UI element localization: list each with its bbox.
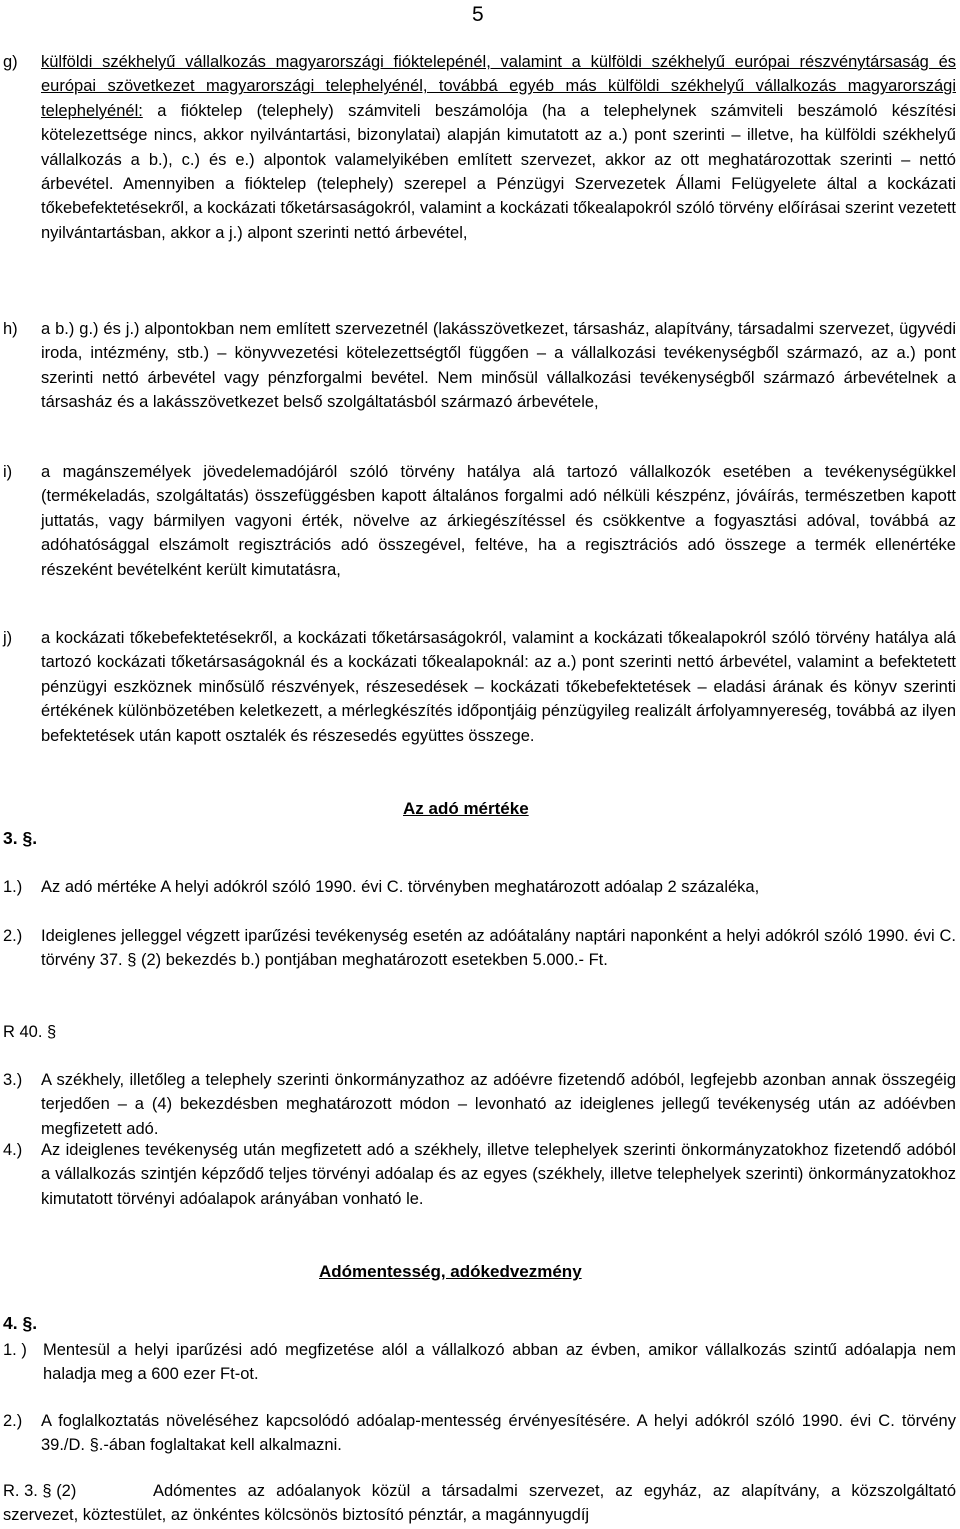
point-text: Ideiglenes jelleggel végzett iparűzési tevékenység esetén az adóátalány naptári naponként a helyi adókról szóló 1990. évi C. törvény 37. § (2) bekezdés b.) pontjában meghatározott esetekben 5.000.- Ft. bbox=[41, 927, 956, 970]
point-3-3 bbox=[3, 1068, 956, 1141]
point-marker: 4.) bbox=[3, 1141, 23, 1159]
point-4-2 bbox=[3, 1409, 956, 1458]
reference-label: R 40. § bbox=[3, 1023, 57, 1041]
list-item-text: a b.) g.) és j.) alpontokban nem említett szervezetnél (lakásszövetkezet, társasház, alapítvány, társadalmi szervezet, ügyvédi iroda, intézmény, stb.) – könyvvezetési kötelezettségtől függően – a vállalkozási tevékenységből származó, az a.) pont szerinti nettó árbevétel vagy pénzforgalmi bevétel. Nem minősül vállalkozási tevékenységből származó árbevételnek a társasház és a lakásszövetkezet belső szolgáltatásból származó árbevétele, bbox=[41, 320, 956, 412]
point-3-2 bbox=[3, 924, 956, 973]
point-marker: 3.) bbox=[3, 1071, 23, 1089]
point-text: Az ideiglenes tevékenység után megfizetett adó a székhely, illetve telephelyek szerinti önkormányzatokhoz fizetendő adóból a vállalkozás szintjén képződő teljes törvényi adóalap és az egyes (székhely, illetve telephelyek szerinti) önkormányzatokhoz kimutatott törvényi adóalapok arányában vonható le. bbox=[41, 1141, 956, 1208]
list-item-text bbox=[41, 50, 956, 245]
section-heading-exemption: Adómentesség, adókedvezmény bbox=[319, 1262, 582, 1281]
point-marker: 2.) bbox=[3, 927, 23, 945]
point-marker: 2.) bbox=[3, 1412, 23, 1430]
list-item-g bbox=[3, 50, 956, 245]
regulation-text: Adómentes az adóalanyok közül a társadalmi szervezet, az egyház, az alapítvány, a közszolgáltató szervezet, köztestület, az önkéntes kölcsönös biztosító pénztár, a magánnyugdíj bbox=[3, 1482, 956, 1525]
list-marker: j) bbox=[3, 629, 13, 647]
item-body: a fióktelep (telephely) számviteli beszámolója (ha a telephelynek számviteli beszámoló készítési kötelezettsége nincs, akkor nyilvántartási, bizonylatai) alapján kimutatott az a.) pont szerinti – illetve, ha külföldi székhelyű vállalkozás a b.), c.) és e.) alpontok valamelyikében említett szervezet, akkor az ott meghatározottak szerinti – nettó árbevétel. Amennyiben a fióktelep (telephely) szerepel a Pénzügyi Szervezetek Állami Felügyelete által a kockázati tőkebefektetésekről, a kockázati tőketársaságokról, valamint a kockázati tőkealapokról szóló törvény előírásai szerint vezetett nyilvántartásban, akkor a j.) alpont szerinti nettó árbevétel, bbox=[41, 101, 956, 242]
point-3-4 bbox=[3, 1138, 956, 1211]
section-number-4: 4. §. bbox=[3, 1313, 38, 1333]
list-item-j bbox=[3, 626, 956, 748]
point-4-1 bbox=[3, 1338, 956, 1387]
list-marker: h) bbox=[3, 320, 18, 338]
point-marker: 1.) bbox=[3, 878, 23, 896]
section-heading-tax-rate: Az adó mértéke bbox=[403, 799, 529, 818]
section-number-3: 3. §. bbox=[3, 828, 38, 848]
list-marker: i) bbox=[3, 463, 13, 481]
list-item-h bbox=[3, 317, 956, 415]
regulation-paragraph bbox=[3, 1479, 956, 1528]
point-marker: 1. ) bbox=[3, 1341, 27, 1359]
underlined-lead: külföldi székhelyű vállalkozás magyarországi fióktelepénél, valamint a külföldi székhelyű európai részvénytársaság és európai szövetkezet magyarországi telephelyénél, továbbá egyéb más külföldi székhelyű vállalkozás magyarországi telephelyénél: bbox=[41, 53, 956, 120]
list-item-i bbox=[3, 460, 956, 582]
point-3-1 bbox=[3, 875, 956, 899]
list-item-text: a kockázati tőkebefektetésekről, a kockázati tőketársaságokról, valamint a kockázati tőkealapokról szóló törvény hatálya alá tartozó kockázati tőketársaságoknál és a kockázati tőkealapoknál: az a.) pont szerinti nettó árbevétel, valamint a befektetett pénzügyi eszköznek minősülő részvények, részesedések – kockázati tőkebefektetések – eladási árának és könyv szerinti értékének különbözetében keletkezett, a mérlegkészítés időpontjáig pénzügyileg realizált árfolyamnyereség, továbbá az ilyen befektetések után kapott osztalék és részesedés együttes összege. bbox=[41, 629, 956, 745]
point-text: Az adó mértéke A helyi adókról szóló 1990. évi C. törvényben meghatározott adóalap 2 százaléka, bbox=[41, 878, 760, 896]
list-marker: g) bbox=[3, 53, 18, 71]
regulation-label: R. 3. § (2) bbox=[3, 1482, 77, 1500]
page-number: 5 bbox=[472, 3, 484, 26]
point-text: A foglalkoztatás növeléséhez kapcsolódó adóalap-mentesség érvényesítésére. A helyi adókról szóló 1990. évi C. törvény 39./D. §.-ában foglaltakat kell alkalmazni. bbox=[41, 1412, 956, 1455]
list-item-text: a magánszemélyek jövedelemadójáról szóló törvény hatálya alá tartozó vállalkozók esetében a tevékenységükkel (termékeladás, szolgáltatás) összefüggésben kapott általános forgalmi adó nélküli készpénz, jóváírás, természetben kapott juttatás, vagy bármilyen vagyoni érték, növelve az árkiegészítéssel és csökkentve a fogyasztási adóval, továbbá az adóhatósággal elszámolt regisztrációs adó összegével, feltéve, ha a regisztrációs adó összege a termék ellenértéke részeként bevételként került kimutatásra, bbox=[41, 463, 956, 579]
point-text: A székhely, illetőleg a telephely szerinti önkormányzathoz az adóévre fizetendő adóból, legfejebb azonban annak összegéig terjedően – a (4) bekezdésben meghatározott módon – levonható az ideiglenes jellegű tevékenység után az adóévben megfizetett adó. bbox=[41, 1071, 956, 1138]
point-text: Mentesül a helyi iparűzési adó megfizetése alól a vállalkozó abban az évben, amikor vállalkozás szintű adóalapja nem haladja meg a 600 ezer Ft-ot. bbox=[43, 1341, 956, 1384]
